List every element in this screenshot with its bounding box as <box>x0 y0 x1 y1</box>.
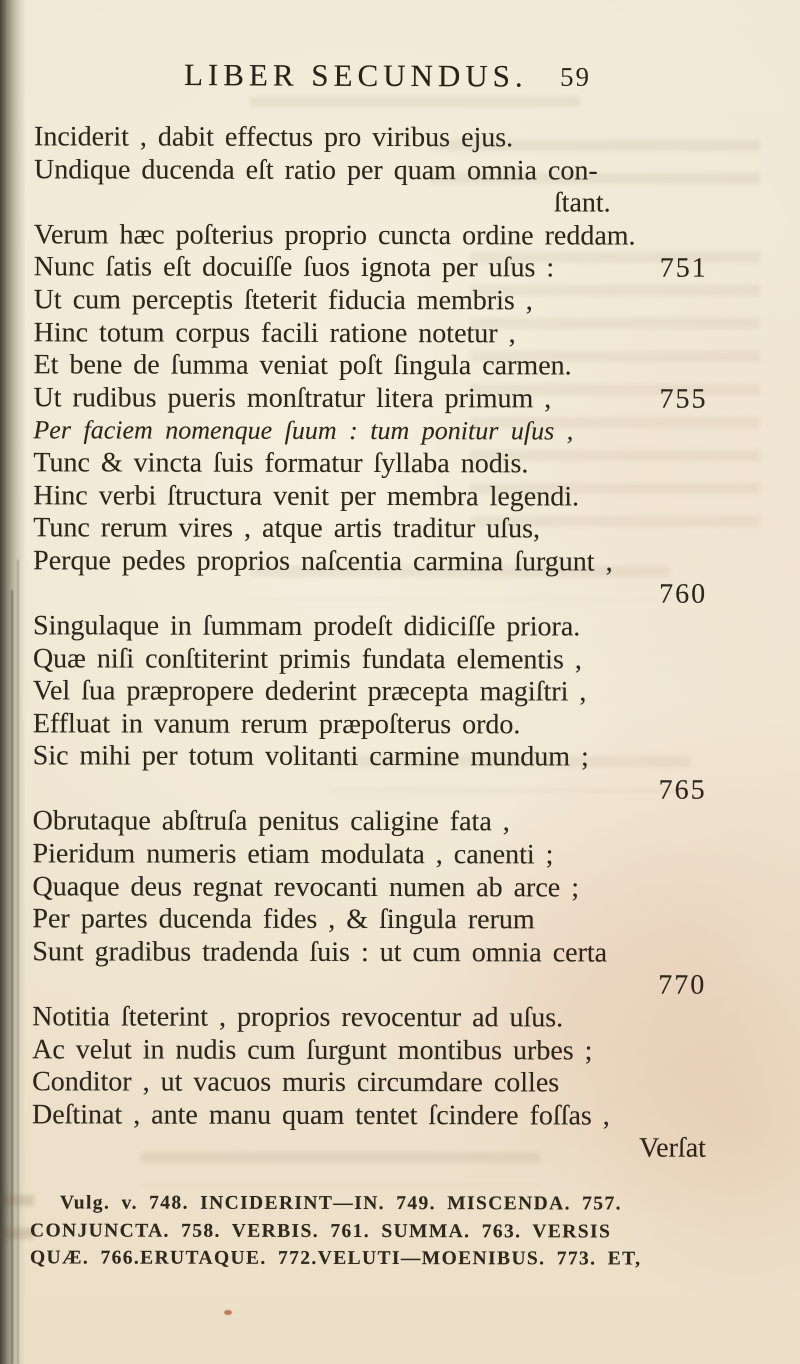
verse-text: Quæ niſi conſtiterint primis fundata elementis , <box>32 642 582 675</box>
verse-line <box>34 349 708 383</box>
verse-line <box>33 382 707 416</box>
verse-text: Hinc verbi ſtructura venit per membra legendi. <box>33 479 580 512</box>
book-title: LIBER SECUNDUS. <box>183 57 528 94</box>
verse-text: Singulaque in ſummam prodeſt didiciſſe priora. <box>33 610 581 643</box>
verse-text: Verum hæc poſterius proprio cuncta ordine reddam. <box>33 219 636 252</box>
verse-line <box>34 317 708 351</box>
verse-text: Quaque deus regnat revocanti numen ab arce ; <box>32 870 580 904</box>
verse-text: Undique ducenda eſt ratio per quam omnia con- <box>33 153 598 187</box>
catchword-line <box>32 1132 706 1166</box>
verse-text: Perque pedes proprios naſcentia carmina ſurgunt , <box>33 545 613 578</box>
verse-line <box>34 252 708 286</box>
line-number: 765 <box>658 774 707 806</box>
verse-line <box>33 675 707 709</box>
apparatus-line: CONJUNCTA. 758. VERBIS. 761. SUMMA. 763. VERSIS <box>29 1219 612 1242</box>
line-number: 755 <box>659 383 708 415</box>
verse-line <box>32 1099 706 1133</box>
verse-line <box>32 871 706 905</box>
verse-block <box>32 121 708 1165</box>
verse-text: Et bene de ſumma veniat poſt ſingula carmen. <box>33 349 572 382</box>
verse-text: Notitia ſteterint , proprios revocentur ad uſus. <box>32 1001 564 1034</box>
verse-line <box>32 1034 706 1068</box>
verse-line <box>33 545 707 579</box>
verse-line <box>34 219 708 253</box>
verse-text: Obrutaque abſtruſa penitus caligine fata , <box>32 805 510 838</box>
verse-line <box>33 741 707 775</box>
verse-text: Sic mihi per totum volitanti carmine mundum ; <box>32 740 589 773</box>
verse-line <box>33 415 707 449</box>
verse-text: ſtant. <box>553 187 611 219</box>
apparatus-criticus <box>30 1189 710 1273</box>
verse-line <box>33 773 707 807</box>
verse-text: Ac velut in nudis cum ſurgunt montibus urbes ; <box>32 1033 593 1067</box>
running-head <box>0 56 800 99</box>
verse-text: Hinc totum corpus facili ratione notetur , <box>33 316 516 349</box>
catchword: Verſat <box>639 1132 706 1165</box>
line-number: 751 <box>659 252 708 285</box>
verse-text: Deſtinat , ante manu quam tentet ſcindere foſſas , <box>31 1099 610 1132</box>
verse-line <box>33 512 707 546</box>
verse-line <box>33 447 707 481</box>
verse-text: Inciderit , dabit effectus pro viribus ejus. <box>34 121 514 154</box>
verse-line <box>34 121 708 155</box>
line-number: 770 <box>658 970 707 1002</box>
verse-line <box>34 154 708 188</box>
verse-line <box>33 838 707 872</box>
verse-text: Per faciem nomenque ſuum : tum ponitur uſus , <box>33 415 574 446</box>
verse-text: Effluat in vanum rerum præpoſterus ordo. <box>32 707 521 741</box>
page-edge-line <box>17 560 19 1364</box>
verse-text: Per partes ducenda fides , & ſingula rerum <box>32 903 535 936</box>
verse-line <box>33 578 707 612</box>
verse-line <box>33 708 707 742</box>
verse-line <box>32 969 706 1003</box>
page-number: 59 <box>559 61 592 92</box>
verse-text: Sunt gradibus tradenda ſuis : ut cum omnia certa <box>32 936 608 969</box>
verse-line <box>33 610 707 644</box>
verse-text: Vel ſua præpropere dederint præcepta magiſtri , <box>32 675 587 708</box>
page-edge-line <box>11 590 13 1364</box>
verse-text: Tunc & vincta ſuis formatur ſyllaba nodis. <box>33 447 529 480</box>
verse-text: Tunc rerum vires , atque artis traditur uſus, <box>33 512 541 545</box>
verse-text: Conditor , ut vacuos muris circumdare colles <box>32 1066 560 1099</box>
showthrough-smudge <box>250 96 580 118</box>
line-number: 760 <box>659 578 708 611</box>
paper-stain-speck <box>224 1310 232 1315</box>
verse-line <box>32 936 706 970</box>
verse-line <box>32 1067 706 1101</box>
verse-text: Ut cum perceptis ſteterit fiducia membris , <box>33 284 533 317</box>
verse-line <box>34 186 708 220</box>
apparatus-line: QUÆ. 766.ERUTAQUE. 772.VELUTI—MOENIBUS. 773. ET, <box>29 1247 642 1270</box>
verse-line <box>34 284 708 318</box>
verse-line <box>32 1001 706 1035</box>
verse-text: Ut rudibus pueris monſtratur litera primum , <box>33 382 552 415</box>
verse-line <box>33 806 707 840</box>
verse-line <box>32 904 706 938</box>
binding-edge <box>0 0 26 1364</box>
showthrough-smudge <box>0 1195 34 1239</box>
verse-text: Nunc ſatis eſt docuiſſe ſuos ignota per uſus : <box>33 251 555 284</box>
apparatus-line: Vulg. v. 748. INCIDERINT—IN. 749. MISCENDA. 757. <box>60 1192 622 1215</box>
verse-text: Pieridum numeris etiam modulata , canenti ; <box>32 838 554 871</box>
verse-line <box>33 643 707 677</box>
verse-line <box>33 480 707 514</box>
